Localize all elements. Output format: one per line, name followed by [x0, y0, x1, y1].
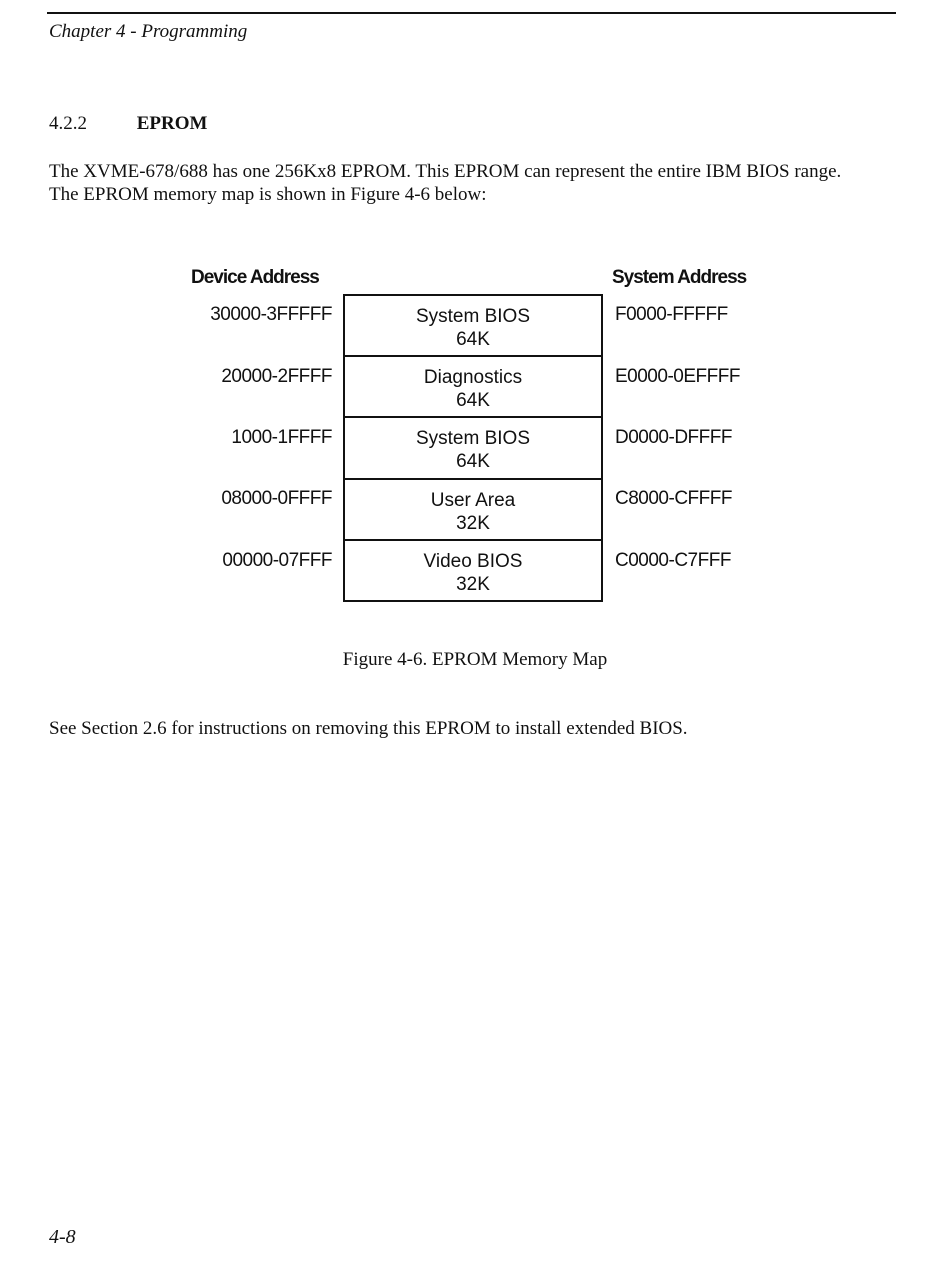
intro-line-2: The EPROM memory map is shown in Figure 4-6 below:	[49, 184, 487, 205]
memory-block-size: 64K	[456, 329, 490, 350]
system-address-1: E0000-0EFFFF	[615, 366, 740, 387]
device-address-2: 1000-1FFFF	[231, 427, 332, 448]
memory-block	[345, 480, 601, 541]
system-address-header: System Address	[612, 267, 747, 288]
memory-block-stack	[343, 294, 603, 602]
memory-block	[345, 357, 601, 418]
system-address-4: C0000-C7FFF	[615, 550, 731, 571]
intro-line-1: The XVME-678/688 has one 256Kx8 EPROM. This EPROM can represent the entire IBM BIOS range.	[49, 161, 842, 182]
system-address-2: D0000-DFFFF	[615, 427, 732, 448]
page-number: 4-8	[49, 1226, 76, 1248]
memory-block-size: 32K	[456, 573, 490, 595]
device-address-0: 30000-3FFFFF	[210, 304, 332, 325]
memory-block-size: 64K	[456, 390, 490, 412]
device-address-4: 00000-07FFF	[222, 550, 332, 571]
device-address-3: 08000-0FFFF	[221, 488, 332, 509]
memory-block-name: System BIOS	[415, 428, 531, 450]
system-address-3: C8000-CFFFF	[615, 488, 732, 509]
system-address-0: F0000-FFFFF	[615, 304, 728, 325]
memory-block-size: 64K	[456, 451, 490, 473]
section-title: EPROM	[136, 113, 208, 134]
memory-block-size: 32K	[456, 512, 490, 534]
memory-block-name: Diagnostics	[423, 367, 523, 389]
section-note: See Section 2.6 for instructions on removing this EPROM to install extended BIOS.	[49, 718, 688, 739]
memory-block	[345, 296, 601, 357]
memory-block-name: System BIOS	[415, 306, 531, 327]
memory-block	[345, 541, 601, 602]
memory-block	[345, 418, 601, 479]
device-address-1: 20000-2FFFF	[221, 366, 332, 387]
section-number: 4.2.2	[49, 113, 87, 134]
memory-block-name: Video BIOS	[423, 550, 523, 572]
running-head: Chapter 4 - Programming	[49, 21, 248, 42]
figure-caption: Figure 4-6. EPROM Memory Map	[342, 649, 608, 670]
memory-block-name: User Area	[430, 489, 516, 511]
device-address-header: Device Address	[191, 267, 319, 288]
